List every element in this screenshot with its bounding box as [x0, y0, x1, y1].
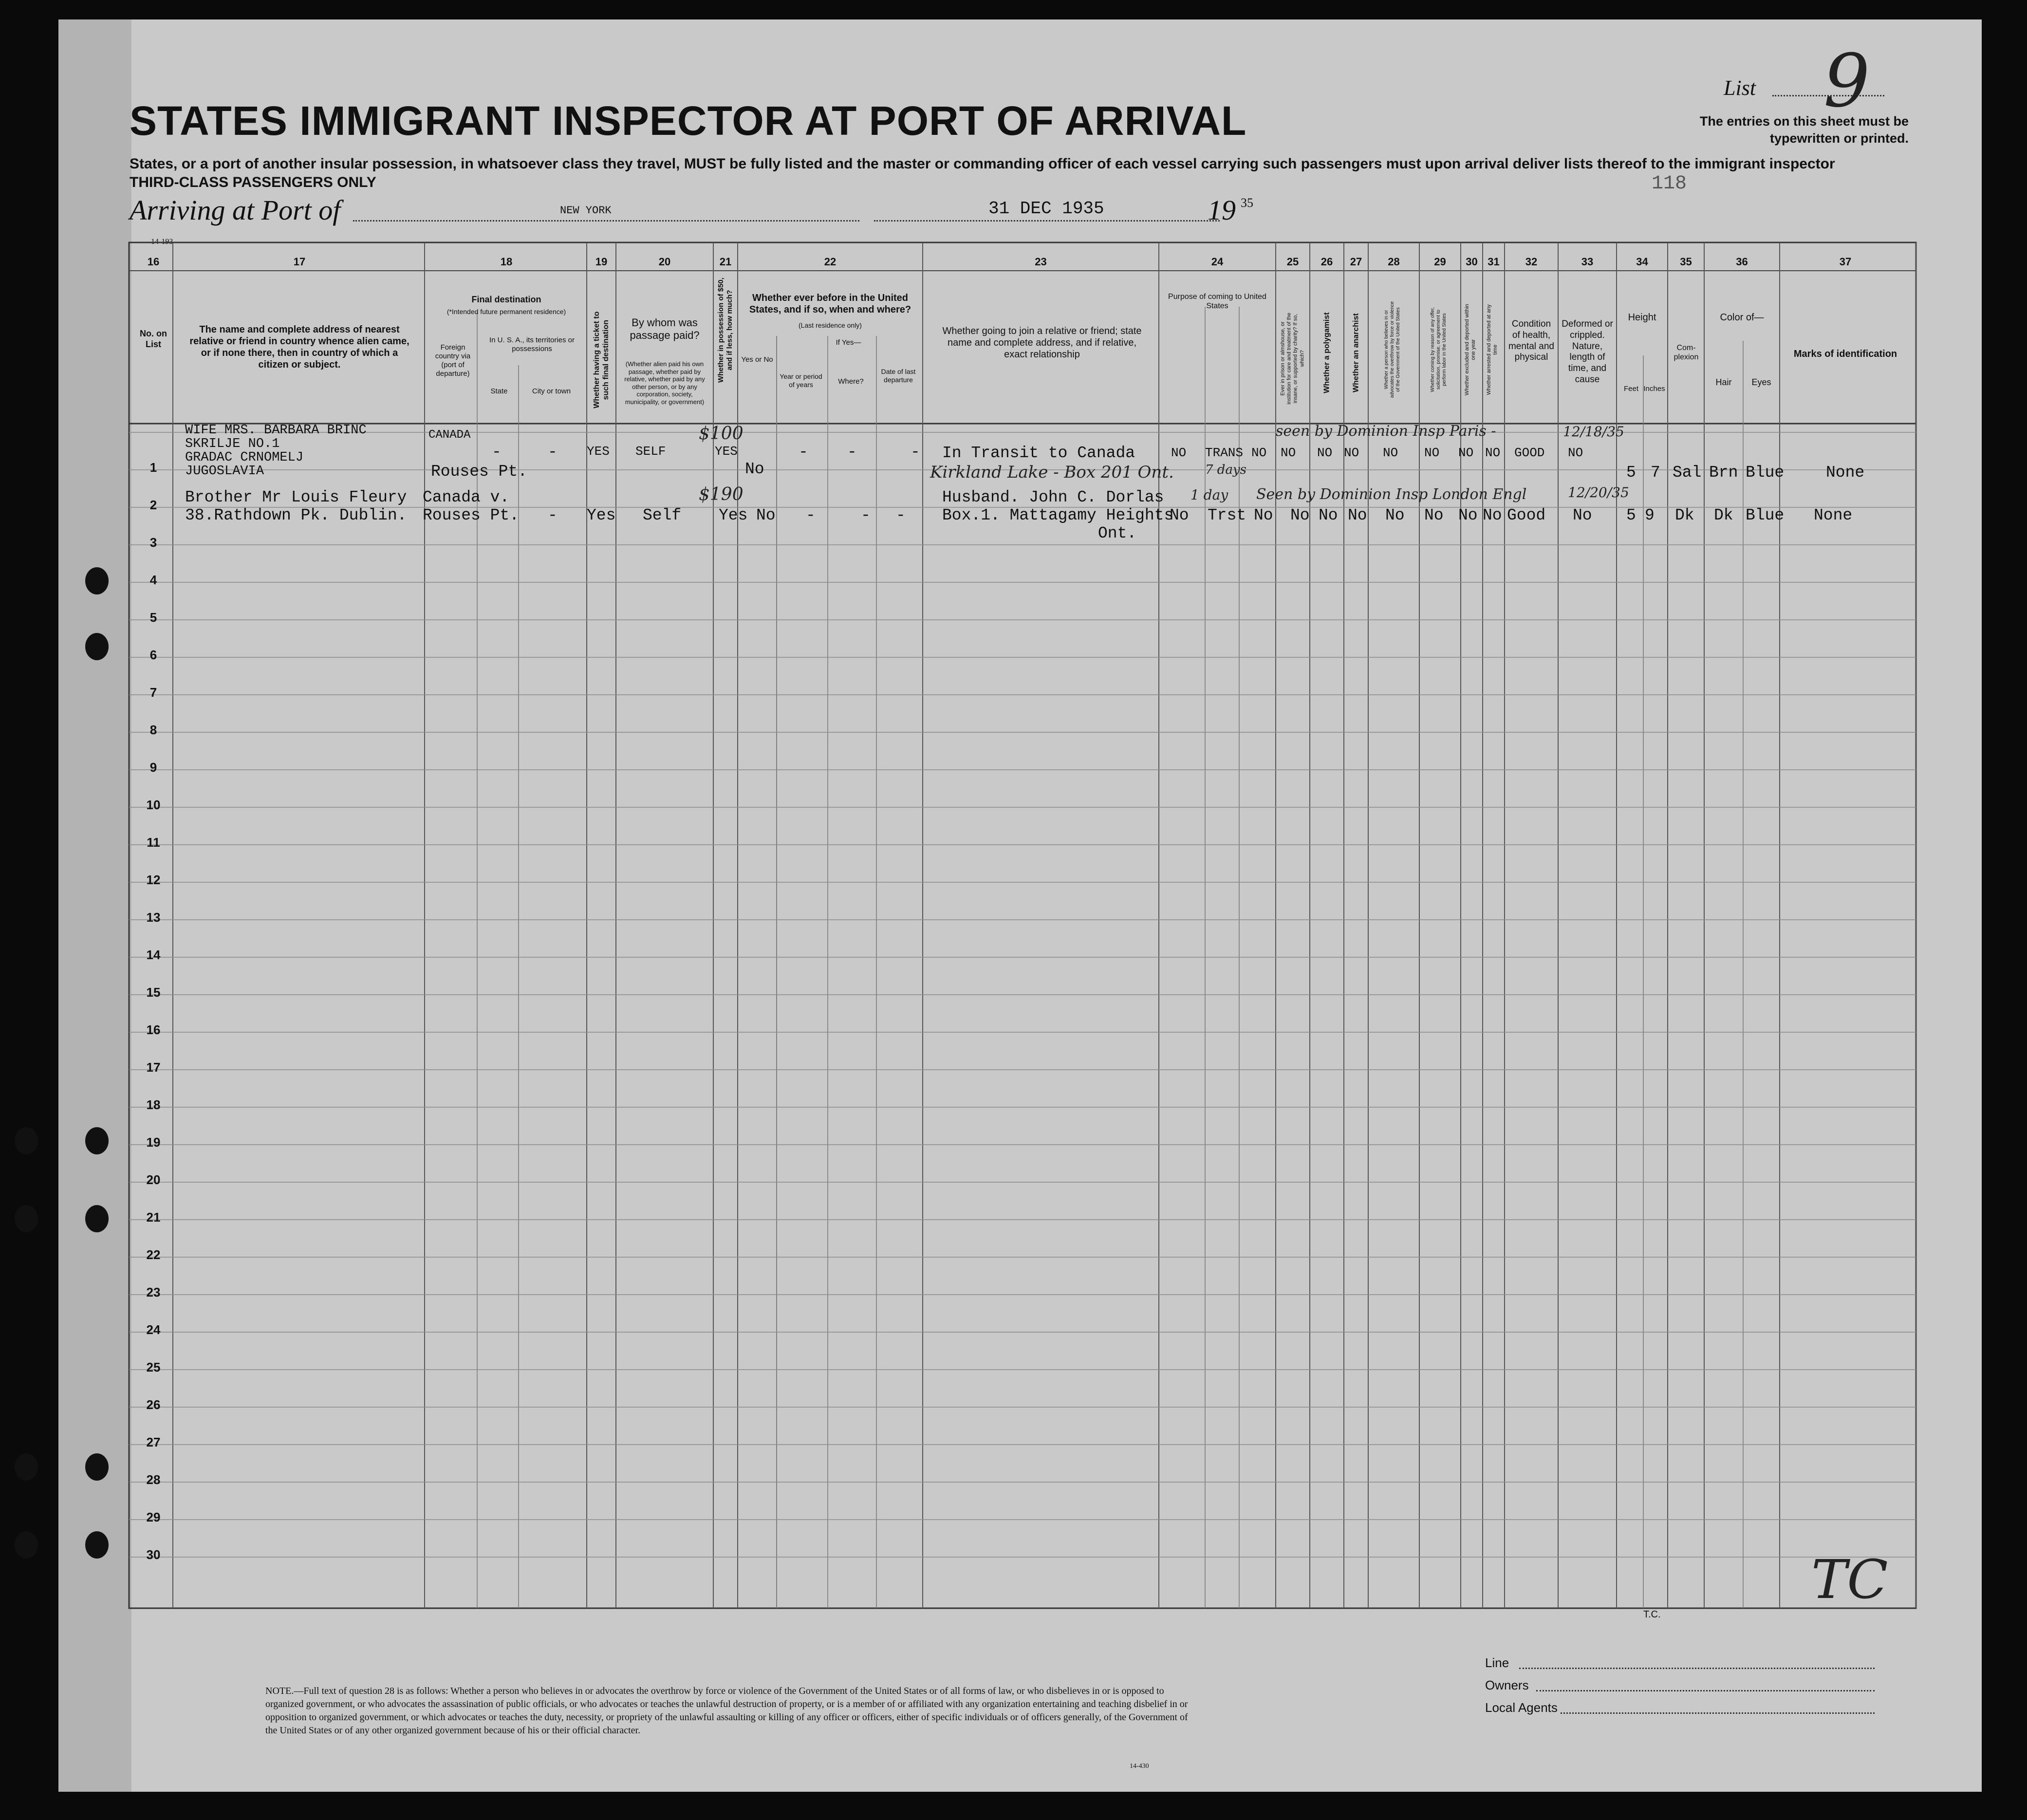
- column-header: Color of—: [1720, 312, 1764, 323]
- column-part: City or town: [532, 387, 571, 395]
- money-amount: $190: [699, 484, 744, 504]
- row-number: 12: [146, 873, 161, 887]
- column-part: Inches: [1643, 385, 1665, 393]
- paid-by: Self: [643, 506, 682, 524]
- column-number: 32: [1525, 256, 1538, 268]
- column-number: 31: [1488, 256, 1500, 268]
- row-number: 30: [146, 1547, 161, 1562]
- before-in-us: No: [745, 460, 764, 478]
- ticket: Yes: [587, 506, 616, 524]
- row-number: 25: [146, 1360, 161, 1374]
- col-29: No: [1424, 506, 1444, 524]
- form-code: 14-430: [1130, 1763, 1149, 1770]
- row-number: 4: [149, 573, 157, 587]
- money-yes: Yes: [719, 506, 748, 524]
- col-28: NO: [1383, 446, 1398, 460]
- purpose-b-hand: 1 day: [1190, 487, 1228, 503]
- row-number: 16: [146, 1022, 161, 1037]
- purpose-a: No: [1170, 506, 1189, 524]
- relative-line: JUGOSLAVIA: [185, 464, 264, 479]
- via-port: Rouses Pt.: [431, 463, 528, 481]
- health: Good: [1507, 506, 1546, 524]
- eye-color: Blue: [1746, 506, 1785, 524]
- money-yes: YES: [715, 444, 738, 459]
- purpose-a: NO: [1171, 446, 1187, 460]
- join-handwritten: Kirkland Lake - Box 201 Ont.: [930, 463, 1174, 482]
- column-header: Whether going to join a relative or friend; state name and complete address, and if relative, exact relationship: [942, 326, 1142, 360]
- row-number: 20: [146, 1172, 161, 1187]
- column-subheader: (*Intended future permanent residence): [446, 308, 566, 316]
- complexion: Dk: [1675, 506, 1694, 524]
- year-period: -: [806, 506, 816, 524]
- column-number: 34: [1636, 256, 1648, 268]
- column-number: 17: [293, 256, 306, 268]
- col-28: No: [1385, 506, 1405, 524]
- column-number: 27: [1350, 256, 1362, 268]
- year-period: -: [799, 443, 808, 461]
- column-header: Whether ever before in the United States, and if so, when and where?: [749, 293, 911, 315]
- column-header: The name and complete address of nearest relative or friend in country whence alien came, or if none there, then in country of which a citizen or subject.: [189, 324, 409, 370]
- col-27: NO: [1344, 446, 1359, 460]
- column-number: 35: [1680, 256, 1692, 268]
- column-number: 22: [824, 256, 837, 268]
- port-value: NEW YORK: [560, 204, 612, 217]
- stamp-number: 118: [1652, 173, 1687, 195]
- column-header: Purpose of coming to United States: [1168, 293, 1266, 311]
- relative-line: SKRILJE NO.1: [185, 437, 280, 451]
- column-part: State: [490, 387, 508, 395]
- list-label: List: [1724, 76, 1756, 100]
- column-part: Yes or No: [741, 355, 773, 364]
- row-number: 23: [146, 1285, 161, 1300]
- col-26: No: [1319, 506, 1338, 524]
- column-part: In U. S. A., its territories or possessions: [489, 336, 575, 353]
- column-number: 37: [1839, 256, 1852, 268]
- row-number: 18: [146, 1097, 161, 1112]
- row-number: 24: [146, 1322, 161, 1337]
- join-line: Ont.: [1098, 524, 1137, 542]
- col-31: NO: [1485, 446, 1501, 460]
- column-number: 24: [1211, 256, 1224, 268]
- year-suffix: 35: [1241, 196, 1253, 210]
- row-number: 13: [146, 910, 161, 925]
- dominion-annotation: Seen by Dominion Insp London Engl: [1256, 486, 1527, 503]
- city: -: [548, 506, 558, 524]
- owners-label: Owners: [1485, 1678, 1529, 1692]
- column-header: Height: [1628, 312, 1656, 323]
- date-departure: -: [896, 506, 906, 524]
- where: -: [861, 506, 871, 524]
- relative-line: WIFE MRS. BARBARA BRINC: [185, 423, 367, 438]
- city: -: [548, 443, 558, 461]
- column-part: If Yes—: [836, 338, 861, 347]
- row-number: 27: [146, 1435, 161, 1449]
- row-number: 15: [146, 985, 161, 1000]
- hair-color: Dk: [1714, 506, 1733, 524]
- column-part: Eyes: [1751, 377, 1771, 387]
- height-feet: 5: [1626, 464, 1636, 482]
- column-number: 16: [147, 256, 160, 268]
- col-29: NO: [1424, 446, 1440, 460]
- class-line: THIRD-CLASS PASSENGERS ONLY: [130, 174, 376, 190]
- column-part: Where?: [838, 377, 864, 386]
- column-header: No. on List: [140, 329, 167, 349]
- column-subheader: (Last residence only): [799, 321, 862, 329]
- col-26: NO: [1317, 446, 1333, 460]
- row-number: 2: [149, 498, 157, 512]
- before-in-us: No: [756, 506, 776, 524]
- height-inches: 7: [1651, 464, 1660, 482]
- purpose-c: No: [1254, 506, 1273, 524]
- column-header: Whether excluded and deported within one year: [1464, 304, 1476, 396]
- row-number: 21: [146, 1210, 161, 1225]
- column-subheader: (Whether alien paid his own passage, whether paid by relative, whether paid by any other person, or by any corporation, society, municipality, or government): [624, 360, 705, 406]
- row-number: 3: [149, 535, 157, 550]
- purpose-b-hand: 7 days: [1205, 463, 1246, 477]
- column-header: Marks of identification: [1793, 349, 1897, 359]
- line-underline: [1519, 1668, 1875, 1669]
- col-25: NO: [1281, 446, 1296, 460]
- col-31: No: [1483, 506, 1502, 524]
- row-number: 22: [146, 1247, 161, 1262]
- page-title: STATES IMMIGRANT INSPECTOR AT PORT OF ARRIVAL: [130, 98, 1247, 144]
- ticket: YES: [587, 444, 610, 459]
- column-number: 19: [595, 256, 608, 268]
- col-30: NO: [1458, 446, 1474, 460]
- line-label: Line: [1485, 1655, 1509, 1670]
- table-row: [185, 488, 407, 524]
- year-prefix: 19: [1208, 194, 1236, 226]
- column-number: 33: [1581, 256, 1594, 268]
- row-number: 8: [149, 723, 157, 737]
- eye-color: Blue: [1746, 464, 1785, 482]
- column-number: 30: [1466, 256, 1478, 268]
- row-number: 26: [146, 1397, 161, 1412]
- join-cell: [942, 488, 1173, 542]
- column-header: Condition of health, mental and physical: [1508, 319, 1554, 363]
- form-mark: 14-193: [151, 238, 173, 246]
- column-part: Hair: [1715, 377, 1732, 387]
- purpose-b: TRANS: [1205, 446, 1244, 460]
- tc-printed: T.C.: [1643, 1609, 1661, 1620]
- row-number: 9: [149, 760, 157, 775]
- column-number: 20: [658, 256, 671, 268]
- via-port: Rouses Pt.: [423, 506, 520, 524]
- column-header: Whether an anarchist: [1352, 313, 1360, 392]
- date-value: 31 DEC 1935: [988, 199, 1104, 219]
- column-number: 28: [1388, 256, 1400, 268]
- annotation-date: 12/18/35: [1563, 424, 1624, 440]
- health: GOOD: [1514, 446, 1545, 460]
- marks: None: [1814, 506, 1853, 524]
- column-header: Whether a person who believes in or advocates the overthrow by force or violence of the Government of the United States: [1384, 301, 1401, 398]
- column-number: 21: [719, 256, 732, 268]
- col-30: No: [1458, 506, 1478, 524]
- column-number: 23: [1035, 256, 1047, 268]
- date-departure: -: [911, 443, 920, 461]
- annotation-date: 12/20/35: [1568, 484, 1629, 501]
- deformed: No: [1573, 506, 1592, 524]
- column-header: Final destination: [471, 295, 541, 304]
- foreign-country: CANADA: [428, 428, 471, 442]
- column-number: 25: [1286, 256, 1299, 268]
- column-number: 18: [500, 256, 513, 268]
- join-line: Husband. John C. Dorlas: [942, 488, 1164, 506]
- column-part: Feet: [1623, 385, 1638, 393]
- column-header: Deformed or crippled. Nature, length of time, and cause: [1562, 319, 1613, 385]
- join-relative: In Transit to Canada: [942, 444, 1135, 462]
- state: -: [492, 443, 502, 461]
- relative-line: 38.Rathdown Pk. Dublin.: [185, 506, 407, 524]
- dominion-annotation: seen by Dominion Insp Paris -: [1276, 423, 1496, 440]
- column-header: Whether in possession of $50, and if less, how much?: [717, 278, 734, 383]
- row-number: 19: [146, 1135, 161, 1150]
- arriving-label: Arriving at Port of: [130, 194, 341, 226]
- instructions-line: States, or a port of another insular possession, in whatsoever class they travel, MUST be fully listed and the master or commanding officer of each vessel carrying such passengers must upon arrival deliver lists thereof to the immigrant inspector: [130, 156, 1835, 172]
- row-number: 28: [146, 1472, 161, 1487]
- row-number: 5: [149, 610, 157, 625]
- col-25: No: [1290, 506, 1310, 524]
- marks: None: [1826, 464, 1865, 482]
- column-part: Year or period of years: [780, 372, 822, 389]
- join-line: Box.1. Mattagamy Heights: [942, 506, 1174, 524]
- column-header: Whether a polygamist: [1322, 312, 1331, 393]
- column-number: 26: [1320, 256, 1333, 268]
- row-number: 11: [147, 835, 160, 850]
- where: -: [847, 443, 857, 461]
- row-number: 29: [146, 1510, 161, 1524]
- row-number: 6: [149, 648, 157, 662]
- column-header: Whether having a ticket to such final destination: [592, 311, 610, 409]
- column-header: Com-plexion: [1674, 344, 1699, 362]
- owners-underline: [1536, 1690, 1875, 1691]
- money-amount: $100: [699, 424, 744, 444]
- column-number: 36: [1736, 256, 1748, 268]
- relative-line: GRADAC CRNOMELJ: [185, 450, 304, 465]
- column-header: By whom was passage paid?: [630, 316, 700, 342]
- purpose-b: Trst: [1208, 506, 1246, 524]
- column-header: Ever in prison or almshouse, or institution for care and treatment of the insane, or supported by charity? If so, which?: [1280, 313, 1305, 405]
- row-number: 14: [146, 947, 161, 962]
- column-header: Whether coming by reason of any offer, solicitation, promise, or agreement to perform labor in the United States: [1430, 307, 1447, 392]
- hair-color: Brn: [1709, 464, 1738, 482]
- table-row: [185, 424, 367, 478]
- list-number: 9: [1823, 39, 1870, 124]
- footnote: NOTE.—Full text of question 28 is as follows: Whether a person who believes in or advocates the overthrow by force or violence of the Government of the United States or of all forms of law, or who disbelieves in or is opposed to organized government, or who advocates the assassination of public officials, or who advocates or teaches the unlawful destruction of property, or is a member of or affiliated with any organization entertaining and teaching disbelief in or opposition to organized government, or which advocates or teaches the duty, necessity, or propriety of the unlawful assaulting or killing of any officer or officers, either of specific individuals or of officers generally, of the Government of the United States or of any other organized government because of his or their official character.: [265, 1686, 1188, 1736]
- height-feet: 5: [1626, 506, 1636, 524]
- column-header: Whether arrested and deported at any time: [1486, 304, 1498, 395]
- row-number: 7: [149, 685, 157, 700]
- row-number: 10: [146, 798, 161, 812]
- column-part: Foreign country via (port of departure): [435, 343, 471, 378]
- agents-underline: [1561, 1712, 1875, 1714]
- agents-label: Local Agents: [1485, 1700, 1558, 1715]
- purpose-c: NO: [1251, 446, 1267, 460]
- destination-cell: [423, 488, 519, 524]
- entries-note: The entries on this sheet must be typewritten or printed.: [1699, 114, 1909, 146]
- relative-line: Brother Mr Louis Fleury: [185, 488, 407, 506]
- height-inches: 9: [1645, 506, 1655, 524]
- deformed: NO: [1568, 446, 1583, 460]
- foreign-country: Canada v.: [423, 488, 510, 506]
- column-part: Date of last departure: [881, 368, 916, 384]
- paid-by: SELF: [635, 444, 666, 459]
- row-number: 1: [149, 460, 157, 475]
- complexion: Sal: [1673, 464, 1702, 482]
- col-27: No: [1348, 506, 1367, 524]
- tc-handwritten: TC: [1811, 1548, 1888, 1611]
- column-number: 29: [1434, 256, 1446, 268]
- row-number: 17: [146, 1060, 161, 1075]
